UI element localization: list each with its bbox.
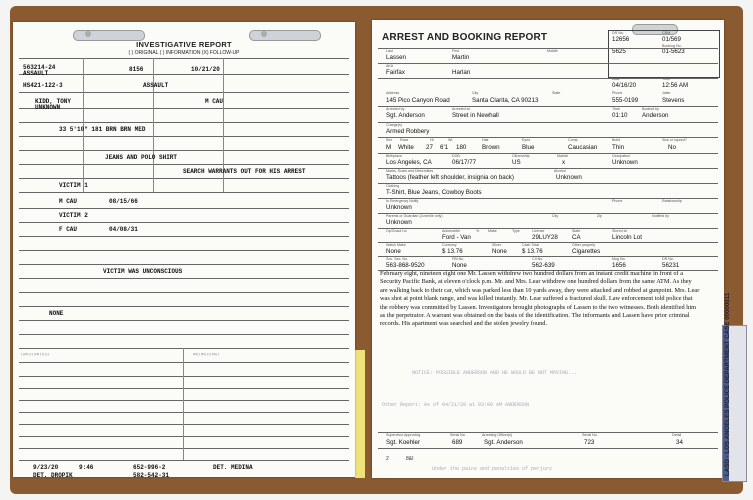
marital-label: Marital: [557, 154, 568, 158]
first-label: First: [452, 49, 459, 53]
type-label: Type: [512, 229, 520, 233]
citizenship-label: Citizenship: [512, 154, 530, 158]
form-row: [19, 334, 349, 335]
form-row: [378, 183, 718, 184]
victim-1-dob: 08/15/66: [109, 198, 138, 205]
offense: ASSAULT: [23, 70, 49, 77]
city-label: City: [472, 91, 479, 95]
guardian-label: Parents or Guardian (Juvenile only): [386, 214, 443, 218]
mug-number: 1656: [612, 262, 626, 269]
form-row: [19, 108, 349, 109]
form-row: [19, 178, 349, 179]
occupation: Unknown: [612, 159, 638, 166]
bleed-through-text: Other Report: As of 04/21/20 at 03:00 AM ANDERSON: [382, 402, 530, 408]
clothing-label: Clothing: [386, 184, 400, 188]
report-time: 9:46: [79, 464, 94, 471]
supervisor-serial: 689: [452, 439, 463, 446]
mug-dr: 56231: [662, 262, 680, 269]
evidence-label-sticker: [722, 292, 747, 482]
relationship-label: Relationship: [662, 199, 682, 203]
officer-phone-2: 582-542-31: [133, 472, 170, 477]
address-label: Address: [386, 91, 400, 95]
fastener-hole: [85, 31, 91, 37]
form-row: [378, 106, 718, 107]
jailer: Stevens: [662, 97, 685, 104]
ht-label: Ht: [430, 138, 434, 142]
currency: $ 13.76: [442, 248, 463, 255]
zip-label: Zip: [597, 214, 602, 218]
arrested-by: Sgt. Anderson: [386, 112, 425, 119]
form-row: [378, 228, 718, 229]
form-row: [19, 436, 349, 437]
report-title: INVESTIGATIVE REPORT: [136, 40, 232, 49]
form-row: [19, 424, 349, 425]
citizenship: US: [512, 159, 521, 166]
guardian: Unknown: [386, 219, 412, 226]
aka-first: Harlan: [452, 69, 471, 76]
footer-code: 8&I: [406, 456, 414, 462]
race-label: Race: [400, 138, 409, 142]
time-label: Time: [662, 77, 670, 81]
suspect-name: KIDD, TONY: [35, 98, 72, 105]
clothing: T-Shirt, Blue Jeans, Cowboy Boots: [386, 189, 482, 196]
arrest-booking-report-page: [372, 20, 724, 478]
arresting-serial: 723: [584, 439, 595, 446]
birthplace-label: Birthplace: [386, 154, 402, 158]
op-chauf-label: Op/Chauf Lic: [386, 229, 407, 233]
dob-label: DOB: [452, 154, 460, 158]
form-row: [19, 208, 349, 209]
victim-condition: VICTIM WAS UNCONSCIOUS: [103, 268, 183, 275]
booked-by-label: Booked by: [642, 107, 659, 111]
suspect-sex-race: M CAU: [205, 98, 224, 105]
silver-label: Silver: [492, 243, 501, 247]
jailer-label: Jailer: [662, 91, 671, 95]
report-type-options: ( ) ORIGINAL ( ) INFORMATION (X) FOLLOW-UP: [128, 50, 240, 56]
detail: 34: [676, 439, 683, 446]
guardian-city-label: City: [552, 214, 559, 218]
charge: Armed Robbery: [386, 128, 430, 135]
fastener-hole: [261, 31, 267, 37]
date: 04/16/20: [612, 82, 637, 89]
victim-1: VICTIM 1: [59, 182, 88, 189]
booked-time-label: Time: [612, 107, 620, 111]
alcohol-label: Alcohol: [554, 169, 566, 173]
fbi-number: None: [452, 262, 467, 269]
form-row: [19, 320, 349, 321]
serial-label-2: Serial No.: [582, 433, 598, 437]
license-label: License: [532, 229, 545, 233]
sex: M: [386, 144, 392, 151]
city-state: Santa Clarita, CA 90213: [472, 97, 539, 104]
license-plate: 29LUY28: [532, 234, 558, 241]
automobile: Ford - Van: [442, 234, 471, 241]
form-row: [19, 58, 349, 59]
form-row: [19, 74, 349, 75]
suspect-unknown: UNKNOWN: [35, 104, 61, 111]
dr-number: 12656: [612, 36, 630, 43]
arrested-at: Street in Newhall: [452, 112, 499, 119]
narrative: February eight, nineteen eight one Mr. Lassen withdrew two hundred dollars from an instant credit machine in front of a Security Pacific Bank, at eleven o'clock p.m. Mr. and Mrs. Lear withdrew one hundred dollars from the same ATM. As they are walking back to their car, which was parked less than 10 yards away, they were attacked and robbed at gunpoint. Mrs. Lear was shot at point blank range, and was killed instantly. Mr. Lear suffered a fractured skull. Law enforcement told police that the robbery was committed by Lassen. Investigators brought photographs of Lassen to the two witnesses. Both identified him as the perpetrator. A warrant was obtained on the basis of the identification. The informants and Lassen have prior criminal records. His apartment was searched and the stolen jewelry found.: [380, 270, 700, 328]
victim-1-sex-race: M CAU: [59, 198, 78, 205]
supervisor: Sgt. Koehler: [386, 439, 421, 446]
age: 27: [426, 144, 433, 151]
charges-label: Charge(s): [386, 123, 402, 127]
soc-sec-label: Soc. Sec. No.: [386, 257, 408, 261]
checkbox-labels: [X] [ ] [X] [ ] [ ] [X] [ ]: [193, 352, 220, 356]
cii-label: CII No.: [532, 257, 544, 261]
code: 8156: [129, 66, 144, 73]
investigative-report-page: [13, 22, 355, 477]
phone-label: Phone: [612, 91, 623, 95]
aka-label: AKA: [386, 64, 394, 68]
crm-number: 01/569: [662, 36, 681, 43]
form-row: [378, 432, 718, 433]
case-number: 563214-24: [23, 64, 56, 71]
form-row: [19, 192, 349, 193]
sex-label: Sex: [386, 138, 393, 142]
eyes: Blue: [522, 144, 535, 151]
last-label: Last: [386, 49, 393, 53]
mug-dr-label: DR No.: [662, 257, 674, 261]
report-date-signed: 9/23/20: [33, 464, 59, 471]
phone-label: Phone: [612, 199, 623, 203]
column-divider: [183, 348, 184, 460]
watch-label: Watch Make: [386, 243, 406, 247]
bleed-through-text: NOTICE: POSSIBLE ANDERSON AND HE WOULD BE NOT MOVING...: [412, 370, 578, 376]
form-row: [19, 460, 349, 461]
form-row: [19, 278, 349, 279]
form-row: [19, 236, 349, 237]
soc-sec: 563-868-9520: [386, 262, 425, 269]
charge: ASSAULT: [143, 82, 169, 89]
form-row: [19, 400, 349, 401]
warrant-note: SEARCH WARRANTS OUT FOR HIS ARREST: [183, 168, 306, 175]
complexion: Caucasian: [568, 144, 598, 151]
mug-label: Mug No.: [612, 257, 626, 261]
supervisor: DET. MEDINA: [213, 464, 253, 471]
form-row: [19, 348, 349, 349]
booking-number: 01-5623: [662, 48, 685, 55]
marks: Tattoos (feather left shoulder, insignia on back): [386, 174, 514, 181]
last-name: Lassen: [386, 54, 406, 61]
cii-number: 562-639: [532, 262, 555, 269]
marital: x: [562, 159, 566, 166]
weapon: NONE: [49, 310, 64, 317]
eyes-label: Eyes: [522, 138, 530, 142]
form-row: [19, 122, 349, 123]
currency-label: Currency: [442, 243, 457, 247]
form-row: [19, 448, 349, 449]
auto-label: Automobile: [442, 229, 460, 233]
watch: None: [386, 248, 401, 255]
dr-label: DR No.: [612, 31, 624, 35]
other-property: Cigarettes: [572, 248, 601, 255]
sick-label: Sick or injured?: [662, 138, 687, 142]
form-row: [19, 92, 349, 93]
victim-2-sex-race: F CAU: [59, 226, 78, 233]
comp-label: Comp: [568, 138, 578, 142]
form-row: [378, 78, 718, 79]
birthplace: Los Angeles, CA: [386, 159, 432, 166]
lic-state-label: State: [572, 229, 581, 233]
marks-label: Marks, Scars and Deformities: [386, 169, 434, 173]
column-divider: [83, 58, 84, 192]
yr-label: Yr: [476, 229, 480, 233]
fbi-label: FBI No.: [452, 257, 465, 261]
stored-label: Stored at: [612, 229, 627, 233]
form-row: [19, 164, 349, 165]
occupation-label: Occupation: [612, 154, 631, 158]
detail-label: Detail: [672, 433, 682, 437]
booking-label: Booking No.: [662, 44, 682, 48]
middle-label: Middle: [547, 49, 558, 53]
form-row: [19, 222, 349, 223]
form-row: [19, 150, 349, 151]
form-row: [378, 63, 718, 64]
arrested-by-label: Arrested by: [386, 107, 405, 111]
address: 145 Pico Canyon Road: [386, 97, 450, 104]
race: White: [398, 144, 414, 151]
secondary-number: 5625: [612, 48, 626, 55]
phone: 555-0199: [612, 97, 639, 104]
report-title: ARREST AND BOOKING REPORT: [382, 32, 548, 43]
height: 6'1: [440, 144, 449, 151]
emergency-label: In Emergency Notify: [386, 199, 419, 203]
alcohol: Unknown: [556, 174, 582, 181]
form-row: [378, 153, 718, 154]
cash-total: $ 13.76: [522, 248, 543, 255]
supervisor-label: Supervisor Approving: [386, 433, 421, 437]
form-row: [19, 250, 349, 251]
form-row: [378, 242, 718, 243]
column-divider: [153, 58, 154, 192]
form-row: [19, 306, 349, 307]
serial-label: Serial No.: [450, 433, 466, 437]
page-number: 2: [386, 456, 389, 462]
make-label: Make: [488, 229, 497, 233]
weight: 180: [456, 144, 467, 151]
form-row: [19, 292, 349, 293]
aka-last: Fairfax: [386, 69, 405, 76]
sick: No: [668, 144, 676, 151]
form-row: [19, 412, 349, 413]
emergency-contact: Unknown: [386, 204, 412, 211]
time: 12:56 AM: [662, 82, 689, 89]
suspect-number: HS421-122-3: [23, 82, 63, 89]
folder-tab: [653, 6, 743, 16]
form-row: [19, 264, 349, 265]
notified-by-label: Notified by: [652, 214, 669, 218]
wt-label: Wt: [448, 138, 453, 142]
evidence-label-text: LASD - LOS ANGELES POLICE DEPARTMENT CASE 00000011: [724, 292, 731, 476]
form-row: [19, 388, 349, 389]
arrested-at-label: Arrested at: [452, 107, 470, 111]
arresting-label: Arresting Officer(s): [482, 433, 513, 437]
crm-label: CRM: [662, 31, 671, 35]
cash-label: Cash Total: [522, 243, 539, 247]
victim-2-dob: 04/08/31: [109, 226, 138, 233]
form-row: [19, 362, 349, 363]
state-label: State: [552, 91, 561, 95]
build: Thin: [612, 144, 625, 151]
silver: None: [492, 248, 507, 255]
build-label: Build: [612, 138, 620, 142]
arresting-officer: Sgt. Anderson: [484, 439, 523, 446]
form-row: [19, 136, 349, 137]
date-label: Date: [612, 77, 620, 81]
booked-by: Anderson: [642, 112, 669, 119]
yellow-flag: [355, 350, 365, 478]
form-row: [378, 122, 718, 123]
report-date: 10/21/20: [191, 66, 220, 73]
license-state: CA: [572, 234, 581, 241]
first-name: Martin: [452, 54, 470, 61]
suspect-physical: 33 5'10" 181 BRN BRN MED: [59, 126, 146, 133]
suspect-clothing: JEANS AND POLO SHIRT: [105, 154, 178, 161]
other-label: Other property: [572, 243, 596, 247]
stored-at: Lincoln Lot: [612, 234, 642, 241]
officer-phone-1: 652-996-2: [133, 464, 166, 471]
booked-time: 01:10: [612, 112, 628, 119]
hair-label: Hair: [482, 138, 489, 142]
bleed-through-text: Under the pains and penalties of perjury: [432, 466, 553, 472]
form-row: [378, 448, 718, 449]
reporting-officer: DET. DROPIK: [33, 472, 73, 477]
checkbox-labels: [ ] [X] [ ] [ ] [X] [ ] [ ] [ ]: [21, 352, 50, 356]
hair: Brown: [482, 144, 500, 151]
victim-2: VICTIM 2: [59, 212, 88, 219]
dob: 06/17/77: [452, 159, 477, 166]
form-row: [19, 376, 349, 377]
